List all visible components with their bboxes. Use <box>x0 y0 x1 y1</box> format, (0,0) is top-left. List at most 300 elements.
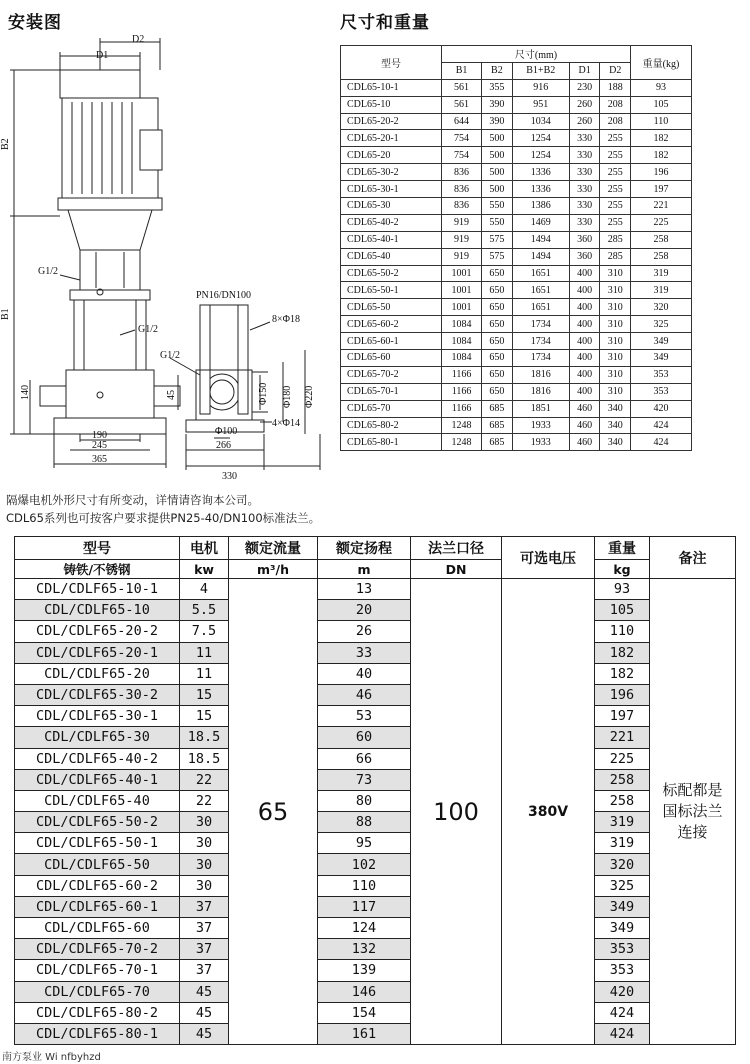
spec-header-head: 额定扬程 <box>318 537 411 560</box>
dim-table-row <box>341 181 692 198</box>
spec-cell-head: 139 <box>318 960 411 981</box>
spec-cell-weight: 196 <box>595 684 650 705</box>
dim-cell-value: 340 <box>600 400 631 417</box>
dim-cell-model: CDL65-20-2 <box>341 113 442 130</box>
spec-table-row <box>15 896 736 917</box>
spec-header-flow: 额定流量 <box>229 537 318 560</box>
dim-col-header: B2 <box>482 62 513 79</box>
dim-266-label: 266 <box>216 440 231 451</box>
spec-cell-weight: 319 <box>595 833 650 854</box>
spec-cell-head: 80 <box>318 790 411 811</box>
dim-cell-value: 285 <box>600 248 631 265</box>
dim-col-header: D1 <box>569 62 600 79</box>
dim-cell-model: CDL65-10-1 <box>341 79 442 96</box>
dim-cell-model: CDL65-10 <box>341 96 442 113</box>
dim-cell-value: 1084 <box>442 333 482 350</box>
g12-mid-label: G1/2 <box>138 324 158 335</box>
dim-cell-value: 836 <box>442 198 482 215</box>
dim-cell-value: 188 <box>600 79 631 96</box>
spec-table <box>14 536 736 1045</box>
dim-245-label: 245 <box>92 440 107 451</box>
spec-cell-head: 33 <box>318 642 411 663</box>
dim-cell-model: CDL65-70 <box>341 400 442 417</box>
dim-cell-value: 105 <box>631 96 692 113</box>
dim-cell-value: 460 <box>569 400 600 417</box>
dim-table-row <box>341 96 692 113</box>
spec-cell-weight: 225 <box>595 748 650 769</box>
spec-header-flange: 法兰口径 <box>411 537 502 560</box>
dim-table-row <box>341 350 692 367</box>
dim-cell-model: CDL65-20-1 <box>341 130 442 147</box>
spec-table-row <box>15 918 736 939</box>
dim-cell-value: 390 <box>482 96 513 113</box>
spec-table-row <box>15 769 736 790</box>
dim-cell-value: 310 <box>600 333 631 350</box>
dim-cell-value: 951 <box>512 96 569 113</box>
dim-cell-value: 650 <box>482 350 513 367</box>
dim-cell-model: CDL65-50-1 <box>341 282 442 299</box>
spec-cell-model: CDL/CDLF65-80-2 <box>15 1002 180 1023</box>
dim-table-row <box>341 299 692 316</box>
phi180-label: Φ180 <box>282 385 293 408</box>
dim-cell-value: 916 <box>512 79 569 96</box>
dim-cell-value: 330 <box>569 214 600 231</box>
spec-cell-head: 154 <box>318 1002 411 1023</box>
dim-cell-value: 1084 <box>442 350 482 367</box>
spec-cell-motor: 7.5 <box>180 621 229 642</box>
spec-table-row <box>15 684 736 705</box>
dim-cell-value: 320 <box>631 299 692 316</box>
dim-cell-model: CDL65-50 <box>341 299 442 316</box>
spec-cell-head: 26 <box>318 621 411 642</box>
spec-table-row <box>15 579 736 600</box>
dim-b2-label: B2 <box>0 138 11 150</box>
dim-col-header: B1+B2 <box>512 62 569 79</box>
dim-cell-value: 1034 <box>512 113 569 130</box>
dim-table-row <box>341 147 692 164</box>
dim-cell-value: 1651 <box>512 282 569 299</box>
spec-table-row <box>15 1023 736 1044</box>
dim-cell-model: CDL65-40 <box>341 248 442 265</box>
dim-cell-value: 550 <box>482 214 513 231</box>
dim-cell-value: 255 <box>600 181 631 198</box>
spec-table-row <box>15 833 736 854</box>
dim-cell-value: 353 <box>631 383 692 400</box>
spec-subheader-motor: kw <box>180 560 229 579</box>
dim-table-row <box>341 383 692 400</box>
dim-cell-value: 400 <box>569 282 600 299</box>
spec-cell-weight: 320 <box>595 854 650 875</box>
dim-cell-value: 255 <box>600 198 631 215</box>
spec-cell-head: 146 <box>318 981 411 1002</box>
dim-cell-value: 650 <box>482 333 513 350</box>
spec-cell-weight: 110 <box>595 621 650 642</box>
spec-cell-model: CDL/CDLF65-20-1 <box>15 642 180 663</box>
dim-cell-value: 310 <box>600 366 631 383</box>
dim-cell-value: 500 <box>482 164 513 181</box>
dim-cell-model: CDL65-60-2 <box>341 316 442 333</box>
spec-table-row <box>15 939 736 960</box>
installation-drawing <box>0 30 338 480</box>
dim-cell-value: 310 <box>600 299 631 316</box>
dim-cell-value: 208 <box>600 96 631 113</box>
spec-cell-model: CDL/CDLF65-40-2 <box>15 748 180 769</box>
spec-cell-motor: 37 <box>180 896 229 917</box>
dim-cell-value: 650 <box>482 316 513 333</box>
dim-cell-value: 310 <box>600 282 631 299</box>
spec-cell-model: CDL/CDLF65-70-2 <box>15 939 180 960</box>
dim-cell-value: 255 <box>600 130 631 147</box>
spec-cell-flow: 65 <box>229 579 318 1045</box>
spec-header-remark: 备注 <box>650 537 736 579</box>
phi100-label: Φ100 <box>215 426 238 437</box>
spec-subheader-flange: DN <box>411 560 502 579</box>
spec-table-row <box>15 727 736 748</box>
spec-cell-model: CDL/CDLF65-80-1 <box>15 1023 180 1044</box>
dim-cell-value: 575 <box>482 231 513 248</box>
dim-cell-value: 1248 <box>442 434 482 451</box>
dim-cell-value: 650 <box>482 383 513 400</box>
dim-190-label: 190 <box>92 430 107 441</box>
spec-cell-weight: 424 <box>595 1002 650 1023</box>
dim-365-label: 365 <box>92 454 107 465</box>
dim-cell-value: 330 <box>569 181 600 198</box>
spec-cell-head: 110 <box>318 875 411 896</box>
dimensions-title: 尺寸和重量 <box>340 13 430 33</box>
dim-cell-value: 330 <box>569 198 600 215</box>
dim-table-row <box>341 400 692 417</box>
spec-cell-head: 73 <box>318 769 411 790</box>
dim-cell-value: 644 <box>442 113 482 130</box>
spec-cell-model: CDL/CDLF65-10 <box>15 600 180 621</box>
dim-table-row <box>341 113 692 130</box>
dim-cell-value: 1001 <box>442 299 482 316</box>
spec-header-voltage: 可选电压 <box>502 537 595 579</box>
dim-cell-value: 400 <box>569 316 600 333</box>
spec-cell-model: CDL/CDLF65-20 <box>15 663 180 684</box>
dim-header-weight: 重量(kg) <box>631 46 692 80</box>
spec-cell-motor: 15 <box>180 684 229 705</box>
spec-cell-head: 161 <box>318 1023 411 1044</box>
dim-cell-value: 225 <box>631 214 692 231</box>
dim-table-row <box>341 198 692 215</box>
spec-cell-flange: 100 <box>411 579 502 1045</box>
dim-cell-value: 258 <box>631 248 692 265</box>
dim-cell-value: 230 <box>569 79 600 96</box>
dim-cell-value: 1386 <box>512 198 569 215</box>
spec-cell-motor: 18.5 <box>180 748 229 769</box>
dim-cell-value: 685 <box>482 417 513 434</box>
dim-cell-value: 255 <box>600 214 631 231</box>
spec-cell-motor: 30 <box>180 812 229 833</box>
dim-cell-value: 685 <box>482 400 513 417</box>
dim-cell-value: 400 <box>569 299 600 316</box>
dim-cell-value: 836 <box>442 164 482 181</box>
spec-cell-model: CDL/CDLF65-60-2 <box>15 875 180 896</box>
spec-cell-head: 66 <box>318 748 411 769</box>
spec-cell-model: CDL/CDLF65-40 <box>15 790 180 811</box>
dim-cell-value: 1851 <box>512 400 569 417</box>
dim-d2-label: D2 <box>132 34 145 45</box>
dim-cell-value: 1933 <box>512 434 569 451</box>
spec-cell-motor: 18.5 <box>180 727 229 748</box>
spec-table-row <box>15 875 736 896</box>
spec-cell-weight: 258 <box>595 790 650 811</box>
spec-cell-motor: 37 <box>180 960 229 981</box>
spec-cell-motor: 22 <box>180 769 229 790</box>
spec-cell-head: 124 <box>318 918 411 939</box>
dim-cell-value: 836 <box>442 181 482 198</box>
spec-cell-model: CDL/CDLF65-40-1 <box>15 769 180 790</box>
dim-table-row <box>341 366 692 383</box>
dim-45-label: 45 <box>166 390 177 400</box>
spec-cell-motor: 45 <box>180 1023 229 1044</box>
spec-cell-weight: 105 <box>595 600 650 621</box>
dim-cell-value: 1166 <box>442 366 482 383</box>
dim-cell-value: 330 <box>569 147 600 164</box>
dim-cell-value: 424 <box>631 434 692 451</box>
spec-cell-weight: 353 <box>595 960 650 981</box>
spec-cell-head: 40 <box>318 663 411 684</box>
dim-cell-model: CDL65-80-1 <box>341 434 442 451</box>
spec-cell-model: CDL/CDLF65-50 <box>15 854 180 875</box>
dim-cell-value: 919 <box>442 231 482 248</box>
dim-cell-value: 285 <box>600 231 631 248</box>
spec-cell-motor: 4 <box>180 579 229 600</box>
spec-table-row <box>15 706 736 727</box>
spec-cell-head: 53 <box>318 706 411 727</box>
spec-cell-motor: 5.5 <box>180 600 229 621</box>
dim-table-row <box>341 333 692 350</box>
dim-cell-model: CDL65-40-2 <box>341 214 442 231</box>
spec-cell-weight: 221 <box>595 727 650 748</box>
dim-cell-value: 1166 <box>442 400 482 417</box>
dim-cell-model: CDL65-70-2 <box>341 366 442 383</box>
spec-cell-head: 95 <box>318 833 411 854</box>
dim-table-row <box>341 434 692 451</box>
spec-table-row <box>15 854 736 875</box>
spec-cell-head: 102 <box>318 854 411 875</box>
dim-cell-value: 460 <box>569 417 600 434</box>
spec-cell-weight: 325 <box>595 875 650 896</box>
spec-cell-weight: 353 <box>595 939 650 960</box>
spec-cell-motor: 15 <box>180 706 229 727</box>
dim-cell-value: 650 <box>482 282 513 299</box>
dim-cell-value: 330 <box>569 130 600 147</box>
dim-cell-value: 1001 <box>442 282 482 299</box>
dim-cell-model: CDL65-30 <box>341 198 442 215</box>
spec-table-row <box>15 663 736 684</box>
dim-cell-value: 340 <box>600 417 631 434</box>
spec-cell-model: CDL/CDLF65-60-1 <box>15 896 180 917</box>
spec-cell-model: CDL/CDLF65-30 <box>15 727 180 748</box>
dim-cell-value: 650 <box>482 366 513 383</box>
dim-cell-value: 500 <box>482 181 513 198</box>
spec-cell-weight: 319 <box>595 812 650 833</box>
dim-table-row <box>341 282 692 299</box>
spec-cell-weight: 424 <box>595 1023 650 1044</box>
dim-table-row <box>341 248 692 265</box>
dim-cell-value: 400 <box>569 366 600 383</box>
spec-table-row <box>15 642 736 663</box>
dim-cell-value: 1494 <box>512 248 569 265</box>
dim-cell-value: 197 <box>631 181 692 198</box>
dim-cell-value: 1254 <box>512 130 569 147</box>
spec-subheader-model: 铸铁/不锈钢 <box>15 560 180 579</box>
spec-cell-weight: 349 <box>595 896 650 917</box>
dim-cell-model: CDL65-70-1 <box>341 383 442 400</box>
watermark: 南方泵业 Wi nfbyhzd <box>2 1052 101 1063</box>
dim-cell-value: 420 <box>631 400 692 417</box>
spec-cell-motor: 45 <box>180 1002 229 1023</box>
dim-cell-model: CDL65-30-1 <box>341 181 442 198</box>
dim-cell-model: CDL65-20 <box>341 147 442 164</box>
dim-cell-value: 1734 <box>512 333 569 350</box>
dim-cell-value: 1469 <box>512 214 569 231</box>
dim-b1-label: B1 <box>0 308 11 320</box>
spec-cell-motor: 37 <box>180 939 229 960</box>
dim-cell-model: CDL65-40-1 <box>341 231 442 248</box>
dim-d1-label: D1 <box>96 50 109 61</box>
dim-cell-value: 919 <box>442 214 482 231</box>
g12-top-label: G1/2 <box>38 266 58 277</box>
dim-cell-model: CDL65-30-2 <box>341 164 442 181</box>
dim-cell-value: 685 <box>482 434 513 451</box>
spec-cell-motor: 30 <box>180 875 229 896</box>
spec-cell-head: 20 <box>318 600 411 621</box>
spec-cell-weight: 420 <box>595 981 650 1002</box>
dim-table-row <box>341 214 692 231</box>
dim-cell-value: 1734 <box>512 350 569 367</box>
spec-cell-voltage: 380V <box>502 579 595 1045</box>
note-explosion-proof: 隔爆电机外形尺寸有所变动，详情请咨询本公司。 <box>6 493 259 507</box>
dim-table-row <box>341 417 692 434</box>
spec-table-row <box>15 621 736 642</box>
spec-subheader-weight: kg <box>595 560 650 579</box>
dim-cell-model: CDL65-80-2 <box>341 417 442 434</box>
dim-cell-value: 355 <box>482 79 513 96</box>
spec-cell-motor: 30 <box>180 833 229 854</box>
spec-header-weight: 重量 <box>595 537 650 560</box>
dim-cell-value: 310 <box>600 350 631 367</box>
spec-subheader-flow: m³/h <box>229 560 318 579</box>
bolt-4-label: 4×Φ14 <box>272 418 300 429</box>
dim-cell-value: 500 <box>482 147 513 164</box>
spec-cell-remark: 标配都是 国标法兰 连接 <box>650 579 736 1045</box>
dim-col-header: B1 <box>442 62 482 79</box>
dim-cell-value: 400 <box>569 333 600 350</box>
spec-cell-weight: 349 <box>595 918 650 939</box>
dim-cell-value: 650 <box>482 265 513 282</box>
dim-cell-value: 208 <box>600 113 631 130</box>
spec-cell-motor: 11 <box>180 663 229 684</box>
dim-cell-value: 349 <box>631 333 692 350</box>
phi150-label: Φ150 <box>258 382 269 405</box>
dim-table-row <box>341 316 692 333</box>
dim-cell-value: 650 <box>482 299 513 316</box>
dim-cell-value: 919 <box>442 248 482 265</box>
spec-subheader-head: m <box>318 560 411 579</box>
dim-cell-value: 258 <box>631 231 692 248</box>
dim-header-size: 尺寸(mm) <box>442 46 631 63</box>
dim-cell-value: 310 <box>600 265 631 282</box>
dim-table-row <box>341 265 692 282</box>
dim-cell-value: 260 <box>569 96 600 113</box>
spec-table-row <box>15 790 736 811</box>
dim-cell-value: 182 <box>631 147 692 164</box>
spec-cell-motor: 22 <box>180 790 229 811</box>
spec-cell-weight: 93 <box>595 579 650 600</box>
spec-table-row <box>15 960 736 981</box>
spec-table-row <box>15 1002 736 1023</box>
dim-140-label: 140 <box>20 385 31 400</box>
dim-330-label: 330 <box>222 471 237 480</box>
spec-cell-weight: 258 <box>595 769 650 790</box>
spec-cell-model: CDL/CDLF65-30-2 <box>15 684 180 705</box>
spec-table-row <box>15 600 736 621</box>
dim-cell-value: 255 <box>600 164 631 181</box>
dim-header-model: 型号 <box>341 46 442 80</box>
spec-header-model: 型号 <box>15 537 180 560</box>
dim-cell-value: 400 <box>569 350 600 367</box>
spec-cell-model: CDL/CDLF65-30-1 <box>15 706 180 727</box>
dim-cell-value: 561 <box>442 79 482 96</box>
g12-side-label: G1/2 <box>160 350 180 361</box>
dim-cell-value: 1336 <box>512 181 569 198</box>
dim-cell-value: 1816 <box>512 366 569 383</box>
dim-cell-value: 310 <box>600 383 631 400</box>
dim-cell-model: CDL65-60 <box>341 350 442 367</box>
dim-cell-value: 1248 <box>442 417 482 434</box>
dim-cell-value: 390 <box>482 113 513 130</box>
dim-cell-model: CDL65-60-1 <box>341 333 442 350</box>
dim-cell-value: 196 <box>631 164 692 181</box>
spec-table-row <box>15 981 736 1002</box>
bolt-8-label: 8×Φ18 <box>272 314 300 325</box>
pn-dn-label: PN16/DN100 <box>196 290 252 301</box>
dim-cell-value: 400 <box>569 383 600 400</box>
spec-cell-model: CDL/CDLF65-70-1 <box>15 960 180 981</box>
dim-cell-value: 255 <box>600 147 631 164</box>
dim-cell-value: 330 <box>569 164 600 181</box>
spec-table-row <box>15 812 736 833</box>
spec-table-row <box>15 748 736 769</box>
spec-cell-motor: 30 <box>180 854 229 875</box>
dim-cell-value: 319 <box>631 265 692 282</box>
dim-table-row <box>341 164 692 181</box>
spec-cell-motor: 37 <box>180 918 229 939</box>
spec-cell-model: CDL/CDLF65-10-1 <box>15 579 180 600</box>
dim-cell-value: 110 <box>631 113 692 130</box>
spec-header-motor: 电机 <box>180 537 229 560</box>
spec-cell-weight: 197 <box>595 706 650 727</box>
dim-cell-value: 1494 <box>512 231 569 248</box>
dim-cell-value: 1084 <box>442 316 482 333</box>
dim-cell-value: 319 <box>631 282 692 299</box>
dim-cell-value: 1166 <box>442 383 482 400</box>
note-flange-option: CDL65系列也可按客户要求提供PN25-40/DN100标准法兰。 <box>6 511 321 525</box>
dimension-weight-table <box>340 45 692 451</box>
dim-cell-value: 340 <box>600 434 631 451</box>
dim-cell-value: 325 <box>631 316 692 333</box>
spec-cell-head: 88 <box>318 812 411 833</box>
dim-cell-value: 349 <box>631 350 692 367</box>
phi220-label: Φ220 <box>304 385 315 408</box>
spec-cell-motor: 11 <box>180 642 229 663</box>
dim-table-row <box>341 130 692 147</box>
dim-cell-model: CDL65-50-2 <box>341 265 442 282</box>
dim-cell-value: 1254 <box>512 147 569 164</box>
